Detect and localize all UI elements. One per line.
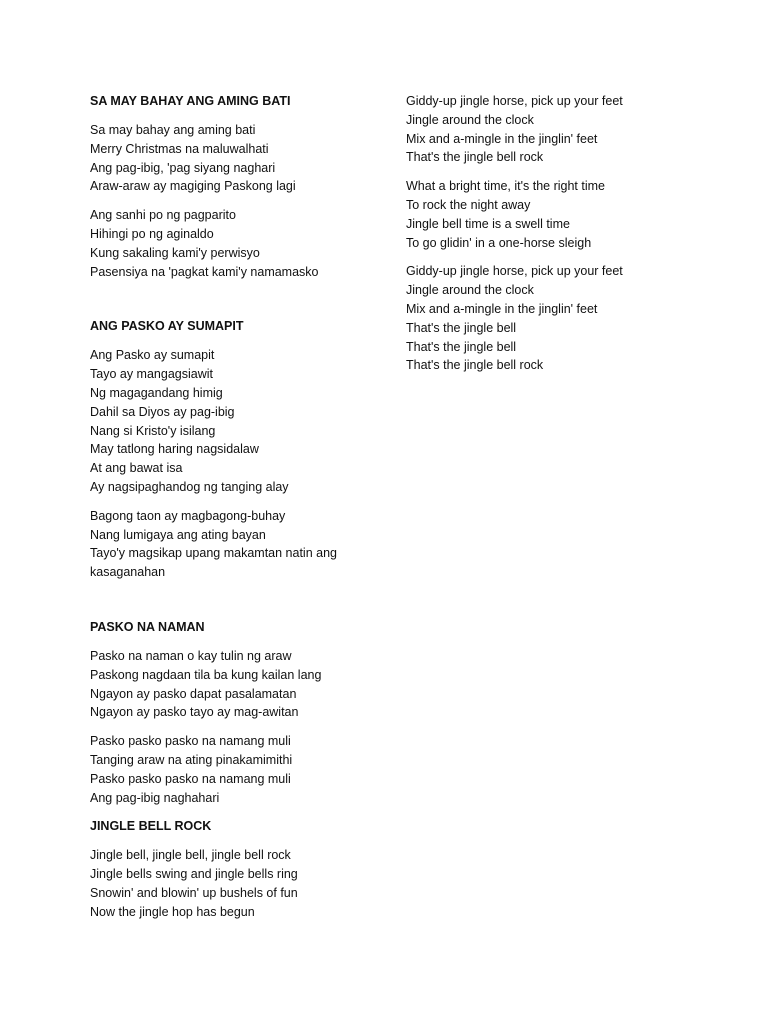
lyric-line: Now the jingle hop has begun: [90, 904, 255, 919]
lyric-line: Mix and a-mingle in the jinglin' feet: [406, 301, 598, 316]
lyric-line: Ang Pasko ay sumapit: [90, 348, 215, 363]
song-title: ANG PASKO AY SUMAPIT: [90, 319, 244, 334]
lyric-line: Ay nagsipaghandog ng tanging alay: [90, 479, 289, 494]
stanza: [90, 846, 380, 921]
lyric-line: Tayo ay mangagsiawit: [90, 367, 213, 382]
lyric-line: Hihingi po ng aginaldo: [90, 226, 214, 241]
lyric-line: Kung sakaling kami'y perwisyo: [90, 245, 260, 260]
stanza: [90, 346, 380, 496]
lyric-line: That's the jingle bell: [406, 339, 517, 354]
lyric-line: Giddy-up jingle horse, pick up your feet: [406, 264, 623, 279]
lyric-line: Jingle bell, jingle bell, jingle bell rock: [90, 848, 291, 863]
lyric-line: Merry Christmas na maluwalhati: [90, 141, 269, 156]
lyric-line: Nang si Kristo'y isilang: [90, 423, 216, 438]
stanza: [406, 262, 746, 375]
lyric-line: Paskong nagdaan tila ba kung kailan lang: [90, 667, 322, 682]
lyric-line: That's the jingle bell: [406, 320, 517, 335]
lyric-line: Pasensiya na 'pagkat kami'y namamasko: [90, 264, 319, 279]
lyric-line: What a bright time, it's the right time: [406, 179, 605, 194]
lyric-line: Snowin' and blowin' up bushels of fun: [90, 885, 298, 900]
lyric-line: Tayo'y magsikap upang makamtan natin ang: [90, 546, 337, 561]
lyric-line: Ang pag-ibig, 'pag siyang naghari: [90, 160, 276, 175]
lyric-line: That's the jingle bell rock: [406, 358, 544, 373]
lyric-line: Ng magagandang himig: [90, 385, 223, 400]
song-section: [90, 618, 380, 807]
song-section: [90, 317, 380, 582]
stanza: [90, 206, 380, 281]
lyric-line: Pasko pasko pasko na namang muli: [90, 771, 291, 786]
lyric-line: Tanging araw na ating pinakamimithi: [90, 752, 293, 767]
lyric-line: Mix and a-mingle in the jinglin' feet: [406, 131, 598, 146]
lyric-line: That's the jingle bell rock: [406, 150, 544, 165]
lyric-line: Pasko pasko pasko na namang muli: [90, 734, 291, 749]
left-column: [90, 92, 380, 932]
lyric-line: Nang lumigaya ang ating bayan: [90, 527, 266, 542]
lyric-line: Ngayon ay pasko dapat pasalamatan: [90, 686, 297, 701]
lyric-line: To rock the night away: [406, 197, 531, 212]
stanza: [406, 177, 746, 252]
lyric-line: Ang sanhi po ng pagparito: [90, 208, 236, 223]
lyric-line: Sa may bahay ang aming bati: [90, 123, 256, 137]
song-section: [90, 92, 380, 281]
lyric-line: Giddy-up jingle horse, pick up your feet: [406, 94, 623, 108]
lyric-line: Jingle bells swing and jingle bells ring: [90, 867, 298, 882]
lyric-line: To go glidin' in a one-horse sleigh: [406, 235, 592, 250]
song-section: [406, 92, 746, 375]
lyric-line: At ang bawat isa: [90, 461, 183, 476]
lyric-line: Bagong taon ay magbagong-buhay: [90, 508, 286, 523]
lyric-line: Dahil sa Diyos ay pag-ibig: [90, 404, 235, 419]
lyric-line: Araw-araw ay magiging Paskong lagi: [90, 179, 296, 194]
stanza: [90, 732, 380, 807]
stanza: [90, 121, 380, 196]
stanza: [90, 507, 380, 582]
stanza: [90, 647, 380, 722]
right-column: [406, 92, 746, 385]
song-title: JINGLE BELL ROCK: [90, 819, 212, 834]
song-section: [90, 817, 380, 921]
lyric-line: Ang pag-ibig naghahari: [90, 790, 220, 805]
lyric-line: May tatlong haring nagsidalaw: [90, 442, 259, 457]
song-title: SA MAY BAHAY ANG AMING BATI: [90, 94, 291, 108]
stanza: [406, 92, 746, 167]
lyric-line: kasaganahan: [90, 565, 166, 580]
lyric-line: Jingle bell time is a swell time: [406, 216, 570, 231]
lyric-line: Pasko na naman o kay tulin ng araw: [90, 648, 292, 663]
lyric-line: Ngayon ay pasko tayo ay mag-awitan: [90, 705, 299, 720]
song-title: PASKO NA NAMAN: [90, 619, 205, 634]
lyric-line: Jingle around the clock: [406, 283, 534, 298]
lyric-line: Jingle around the clock: [406, 112, 534, 127]
